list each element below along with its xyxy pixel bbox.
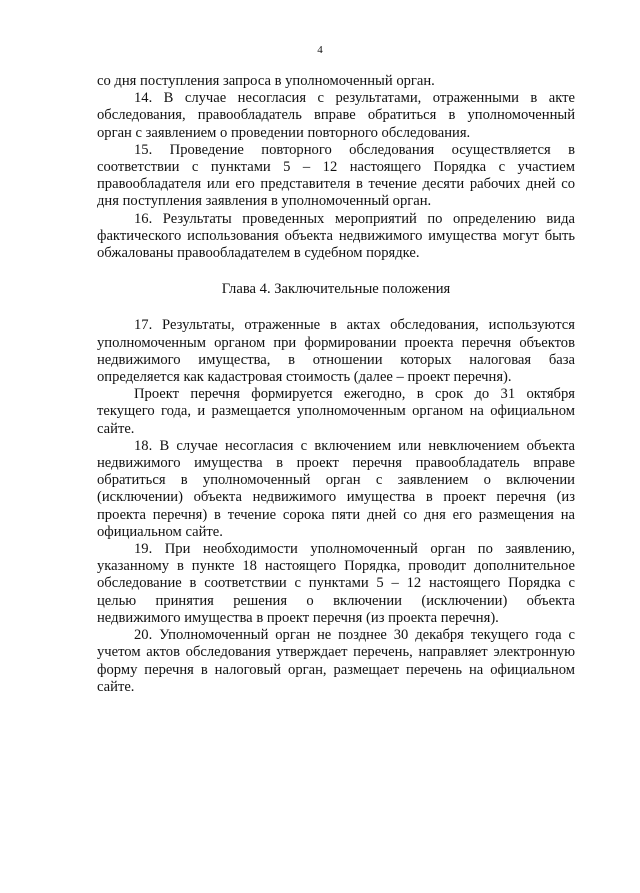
text-line: 15. Проведение повторного обследования осуществляется в [134, 141, 575, 158]
paragraph-p18 [97, 438, 575, 541]
text-line: обследование в соответствии с пунктами 5 – 12 настоящего Порядка с [97, 575, 575, 592]
text-line: дня поступления заявления в уполномоченный орган. [97, 193, 432, 210]
text-line: указанному в пункте 18 настоящего Порядка, проводит дополнительное [97, 558, 575, 575]
document-body [97, 73, 575, 696]
text-line: обжалованы правообладателем в судебном порядке. [97, 245, 420, 262]
text-line: обследования, правообладатель вправе обратиться в уполномоченный [97, 107, 575, 124]
chapter-title: Глава 4. Заключительные положения [221, 281, 451, 298]
paragraph-p15 [97, 142, 575, 211]
text-line: орган с заявлением о проведении повторного обследования. [97, 124, 471, 141]
text-line: проекта перечня) в течение сорока пяти дней со дня его размещения на [97, 506, 575, 523]
text-line: официальном сайте. [97, 523, 223, 540]
text-line: со дня поступления запроса в уполномоченный орган. [97, 73, 435, 89]
paragraph-group-chapter-3 [97, 73, 575, 262]
page-number: 4 [317, 44, 323, 56]
text-line: целью принятия решения о включении (исключении) объекта [97, 592, 575, 609]
text-line: текущего года, и размещается уполномоченным органом на официальном [97, 403, 575, 420]
text-line: соответствии с пунктами 5 – 12 настоящего Порядка с участием [97, 159, 575, 176]
text-line: уполномоченным органом при формировании проекта перечня объектов [97, 334, 575, 351]
text-line: обратиться в уполномоченный орган с заявлением о включении [97, 472, 575, 489]
text-line: 14. В случае несогласия с результатами, отраженными в акте [134, 90, 575, 107]
text-line: фактического использования объекта недвижимого имущества могут быть [97, 227, 575, 244]
text-line: недвижимого имущества в проект перечня правообладатель вправе [97, 455, 575, 472]
text-line: сайте. [97, 678, 135, 695]
text-line: сайте. [97, 420, 135, 437]
paragraph-p17b [97, 386, 575, 438]
text-line: (исключении) объекта недвижимого имущества в проект перечня (из [97, 489, 575, 506]
paragraph-p17 [97, 317, 575, 386]
paragraph-group-chapter-4 [97, 317, 575, 695]
text-line: 18. В случае несогласия с включением или невключением объекта [134, 437, 575, 454]
text-line: учетом актов обследования утверждает перечень, направляет электронную [97, 644, 575, 661]
paragraph-p20 [97, 627, 575, 696]
paragraph-p14 [97, 90, 575, 142]
text-line: правообладателя или его представителя в течение десяти рабочих дней со [97, 176, 575, 193]
text-line: недвижимого имущества, в отношении которых налоговая база [97, 351, 575, 368]
text-line: недвижимого имущества в проект перечня (из проекта перечня). [97, 609, 499, 626]
text-line: Проект перечня формируется ежегодно, в срок до 31 октября [134, 386, 575, 403]
text-line: определяется как кадастровая стоимость (далее – проект перечня). [97, 369, 512, 386]
text-line: форму перечня в налоговый орган, размещает перечень на официальном [97, 661, 575, 678]
text-line: 20. Уполномоченный орган не позднее 30 декабря текущего года с [134, 627, 575, 644]
text-line: 16. Результаты проведенных мероприятий по определению вида [134, 210, 575, 227]
paragraph-cont [97, 73, 575, 90]
paragraph-p16 [97, 211, 575, 263]
text-line: 19. При необходимости уполномоченный орган по заявлению, [134, 541, 575, 558]
text-line: 17. Результаты, отраженные в актах обследования, используются [134, 317, 575, 334]
paragraph-p19 [97, 541, 575, 627]
